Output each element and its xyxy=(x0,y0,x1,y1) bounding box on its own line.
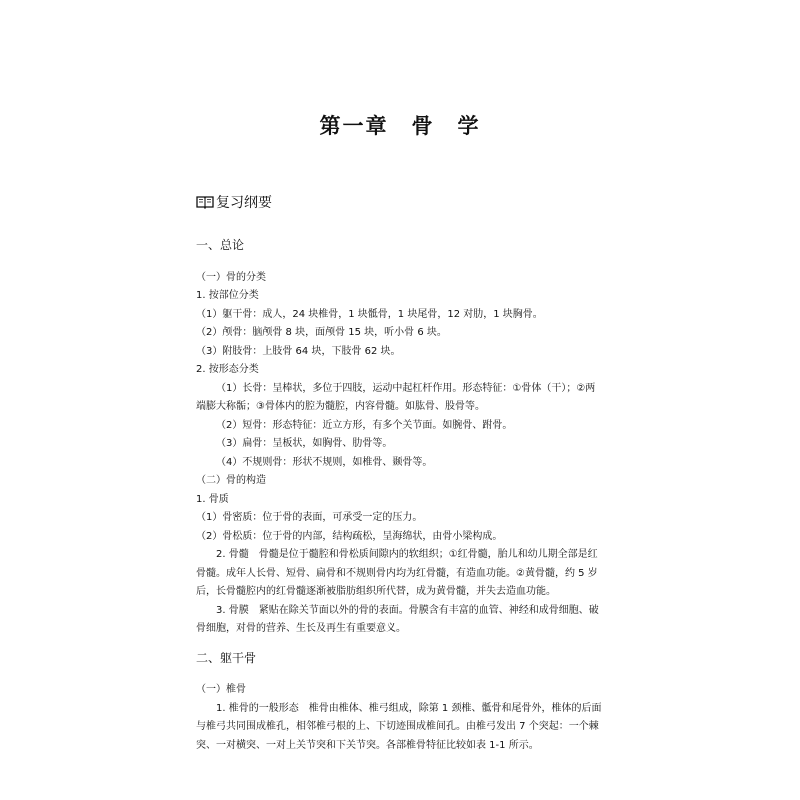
section-heading xyxy=(196,192,272,212)
paragraph: 2. 骨髓 骨髓是位于髓腔和骨松质间隙内的软组织；①红骨髓，胎儿和幼儿期全部是红骨髓。成年人长骨、短骨、扁骨和不规则骨内均为红骨髓，有造血功能。②黄骨髓，约 5 岁后，长骨髓腔内的红骨髓逐渐被脂肪组织所代替，成为黄骨髓，并失去造血功能。 xyxy=(196,549,598,597)
item-bone-substance: 1. 骨质 xyxy=(196,493,229,505)
paragraph: （2）骨松质：位于骨的内部，结构疏松，呈海绵状，由骨小梁构成。 xyxy=(196,530,503,542)
paragraph: （2）颅骨：脑颅骨 8 块，面颅骨 15 块，听小骨 6 块。 xyxy=(196,327,447,338)
paragraph: （1）躯干骨：成人，24 块椎骨，1 块骶骨，1 块尾骨，12 对肋，1 块胸骨。 xyxy=(196,308,543,320)
paragraph: （1）骨密质：位于骨的表面，可承受一定的压力。 xyxy=(196,512,423,523)
heading-general: 一、总论 xyxy=(196,238,245,252)
paragraph: （3）扁骨：呈板状，如胸骨、肋骨等。 xyxy=(216,438,393,449)
book-icon xyxy=(196,195,214,209)
paragraph: （4）不规则骨：形状不规则，如椎骨、颞骨等。 xyxy=(216,456,433,468)
subheading-classification: （一）骨的分类 xyxy=(196,271,266,283)
item-by-shape: 2. 按形态分类 xyxy=(196,364,259,375)
subheading-structure: （二）骨的构造 xyxy=(196,475,266,486)
paragraph: （2）短骨：形态特征：近立方形，有多个关节面。如腕骨、跗骨。 xyxy=(216,419,513,431)
body-text xyxy=(196,236,602,755)
section-heading-text: 复习纲要 xyxy=(216,195,272,211)
chapter-title: 第一章 骨 学 xyxy=(319,114,481,138)
paragraph: 3. 骨膜 紧贴在除关节面以外的骨的表面。骨膜含有丰富的血管、神经和成骨细胞、破骨细胞，对骨的营养、生长及再生有重要意义。 xyxy=(196,604,599,634)
subheading-vertebrae: （一）椎骨 xyxy=(196,684,246,695)
item-by-location: 1. 按部位分类 xyxy=(196,290,259,301)
paragraph: （3）附肢骨：上肢骨 64 块，下肢骨 62 块。 xyxy=(196,345,401,357)
paragraph: 1. 椎骨的一般形态 椎骨由椎体、椎弓组成，除第 1 颈椎、骶骨和尾骨外，椎体的后面与椎弓共同围成椎孔，相邻椎弓根的上、下切迹围成椎间孔。由椎弓发出 7 个突起：一个棘突、一对横突、一对上关节突和下关节突。各部椎骨特征比较如表 1-1 所示。 xyxy=(196,702,602,751)
paragraph: （1）长骨：呈棒状，多位于四肢，运动中起杠杆作用。形态特征：①骨体（干）；②两端膨大称骺；③骨体内的腔为髓腔，内容骨髓。如肱骨、股骨等。 xyxy=(196,382,596,412)
heading-trunk-bones: 二、躯干骨 xyxy=(196,650,257,665)
